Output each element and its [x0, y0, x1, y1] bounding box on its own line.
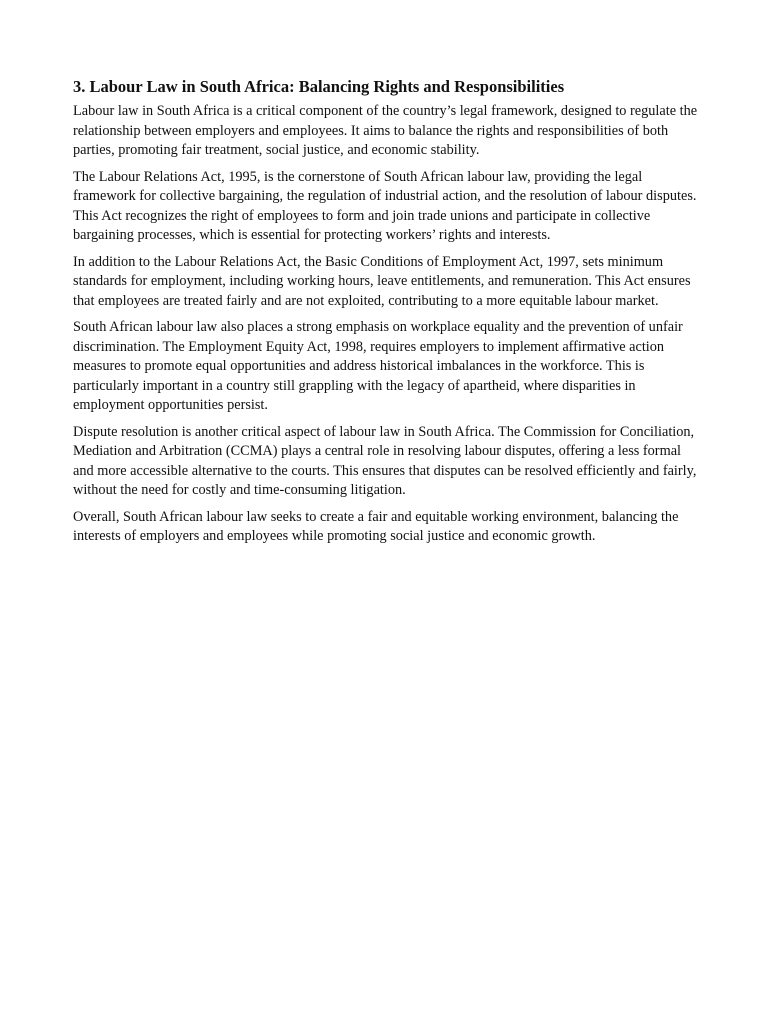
- paragraph-basic-conditions-act: In addition to the Labour Relations Act, the Basic Conditions of Employment Act, 1997, sets minimum standards for employment, including working hours, leave entitlements, and remuneration. This Act ensures that employees are treated fairly and are not exploited, contributing to a more equitable labour market.: [73, 253, 691, 309]
- section-heading: 3. Labour Law in South Africa: Balancing Rights and Responsibilities: [73, 77, 565, 96]
- paragraph-intro: Labour law in South Africa is a critical component of the country’s legal framework, designed to regulate the relationship between employers and employees. It aims to balance the rights and responsibilities of both parties, promoting fair treatment, social justice, and economic stability.: [73, 103, 698, 158]
- paragraph-dispute-resolution: Dispute resolution is another critical aspect of labour law in South Africa. The Commission for Conciliation, Mediation and Arbitration (CCMA) plays a central role in resolving labour disputes, offering a less formal and more accessible alternative to the courts. This ensures that disputes can be resolved efficiently and fairly, without the need for costly and time-consuming litigation.: [73, 423, 697, 498]
- paragraph-labour-relations-act: The Labour Relations Act, 1995, is the cornerstone of South African labour law, providing the legal framework for collective bargaining, the regulation of industrial action, and the resolution of labour disputes. This Act recognizes the right of employees to form and join trade unions and participate in collective bargaining processes, which is essential for protecting workers’ rights and interests.: [73, 168, 697, 243]
- paragraph-conclusion: Overall, South African labour law seeks to create a fair and equitable working environment, balancing the interests of employers and employees while promoting social justice and economic growth.: [73, 508, 679, 544]
- document-page: [73, 76, 699, 554]
- paragraph-employment-equity: South African labour law also places a strong emphasis on workplace equality and the prevention of unfair discrimination. The Employment Equity Act, 1998, requires employers to implement affirmative action measures to promote equal opportunities and address historical imbalances in the workforce. This is particularly important in a country still grappling with the legacy of apartheid, where disparities in employment opportunities persist.: [73, 319, 683, 413]
